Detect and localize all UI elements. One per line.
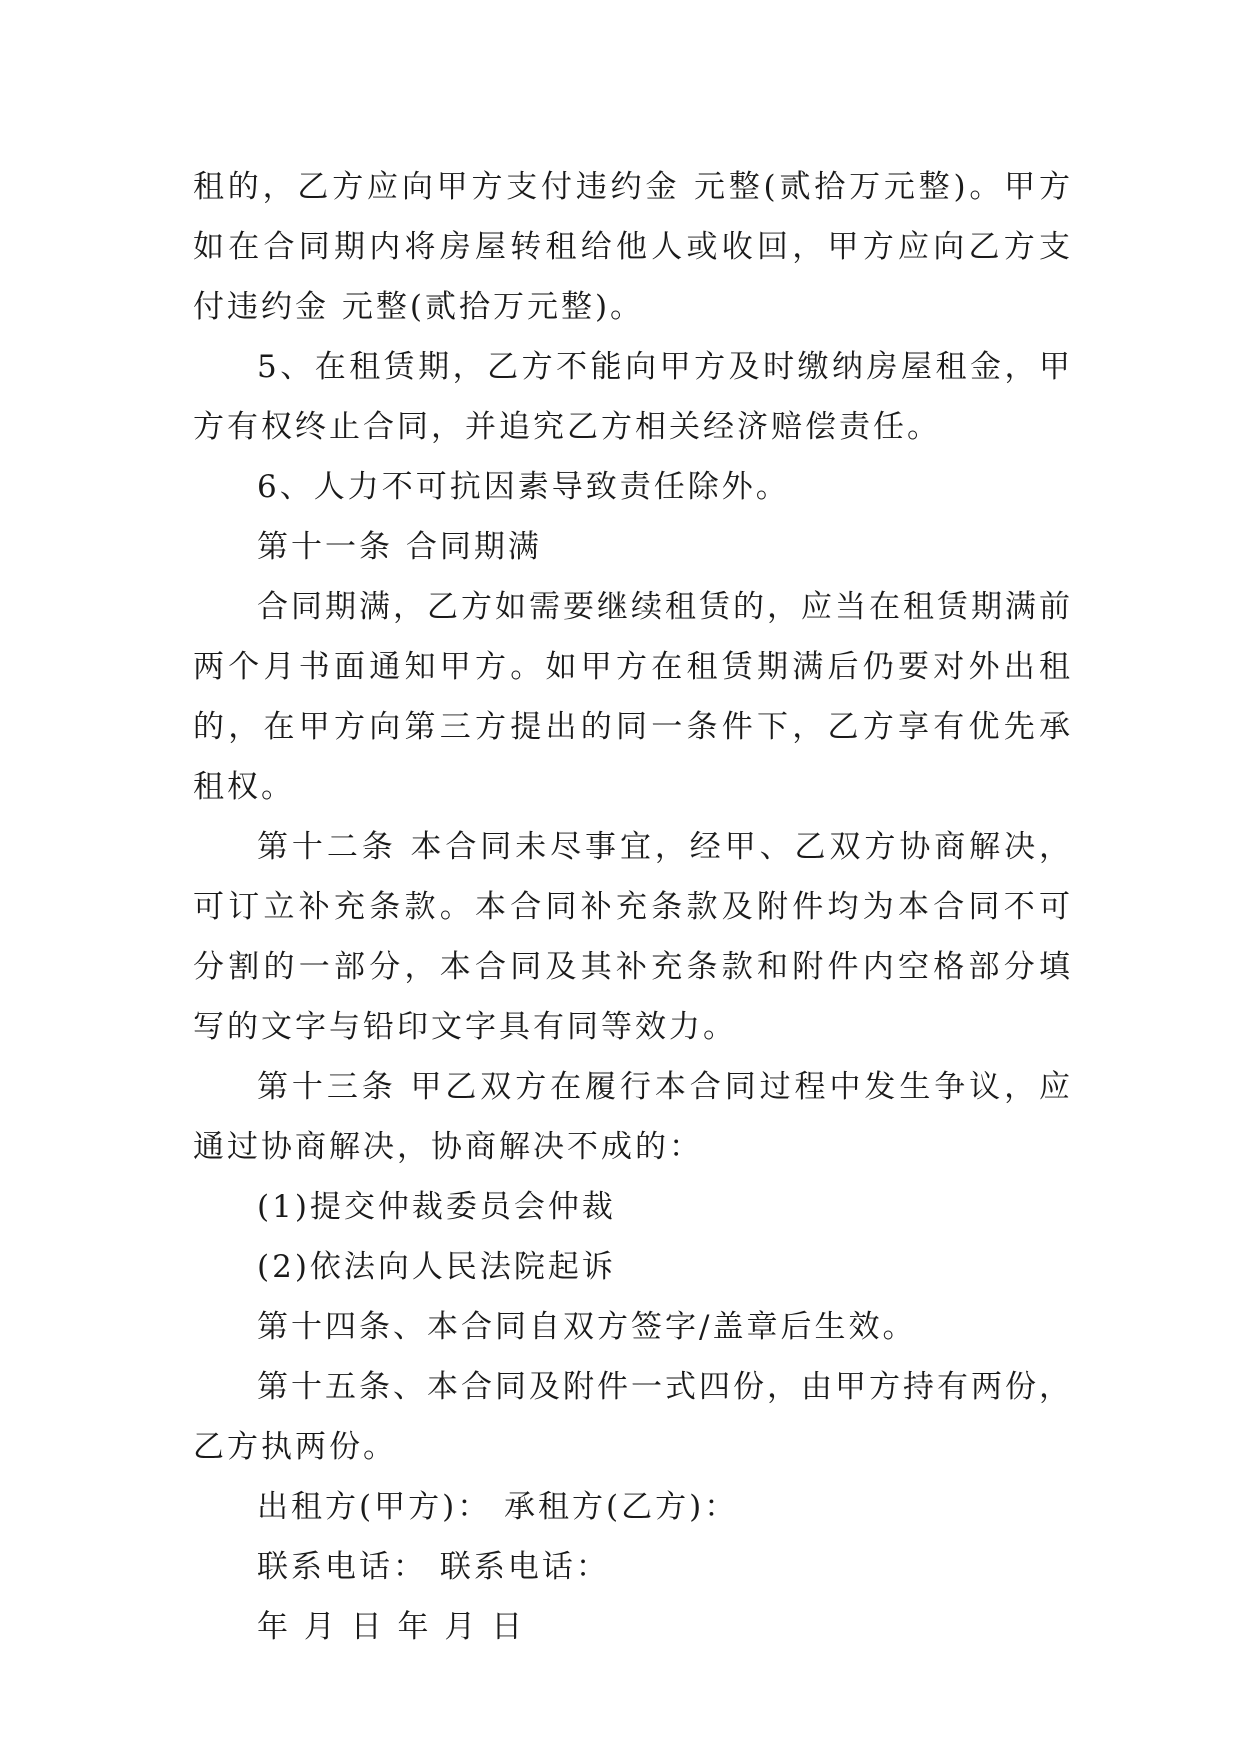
signature-phones: 联系电话： 联系电话： — [257, 1549, 610, 1585]
signature-parties: 出租方(甲方)： 承租方(乙方)： — [257, 1489, 739, 1525]
paragraph-article-11: 合同期满，乙方如需要继续租赁的，应当在租赁期满前两个月书面通知甲方。如甲方在租赁期满后仍要对外出租的，在甲方向第三方提出的同一条件下，乙方享有优先承租权。 — [193, 589, 1073, 805]
paragraph-clause-5: 5、在租赁期，乙方不能向甲方及时缴纳房屋租金，甲方有权终止合同，并追究乙方相关经济赔偿责任。 — [193, 349, 1073, 445]
paragraph-article-14: 第十四条、本合同自双方签字/盖章后生效。 — [257, 1309, 917, 1345]
paragraph-clause-6: 6、人力不可抗因素导致责任除外。 — [257, 469, 790, 505]
paragraph-penalty: 租的，乙方应向甲方支付违约金 元整(贰拾万元整)。甲方如在合同期内将房屋转租给他人或收回，甲方应向乙方支付违约金 元整(贰拾万元整)。 — [193, 169, 1073, 325]
article-11-heading: 第十一条 合同期满 — [257, 529, 542, 565]
paragraph-article-12: 第十二条 本合同未尽事宜，经甲、乙双方协商解决，可订立补充条款。本合同补充条款及附件均为本合同不可分割的一部分，本合同及其补充条款和附件内空格部分填写的文字与铅印文字具有同等效力。 — [193, 829, 1073, 1045]
paragraph-article-15: 第十五条、本合同及附件一式四份，由甲方持有两份，乙方执两份。 — [193, 1369, 1073, 1465]
option-lawsuit: (2)依法向人民法院起诉 — [257, 1249, 616, 1285]
signature-dates: 年 月 日 年 月 日 — [257, 1609, 526, 1645]
option-arbitration: (1)提交仲裁委员会仲裁 — [257, 1189, 616, 1225]
document-body — [193, 157, 1073, 1657]
paragraph-article-13: 第十三条 甲乙双方在履行本合同过程中发生争议，应通过协商解决，协商解决不成的： — [193, 1069, 1073, 1165]
